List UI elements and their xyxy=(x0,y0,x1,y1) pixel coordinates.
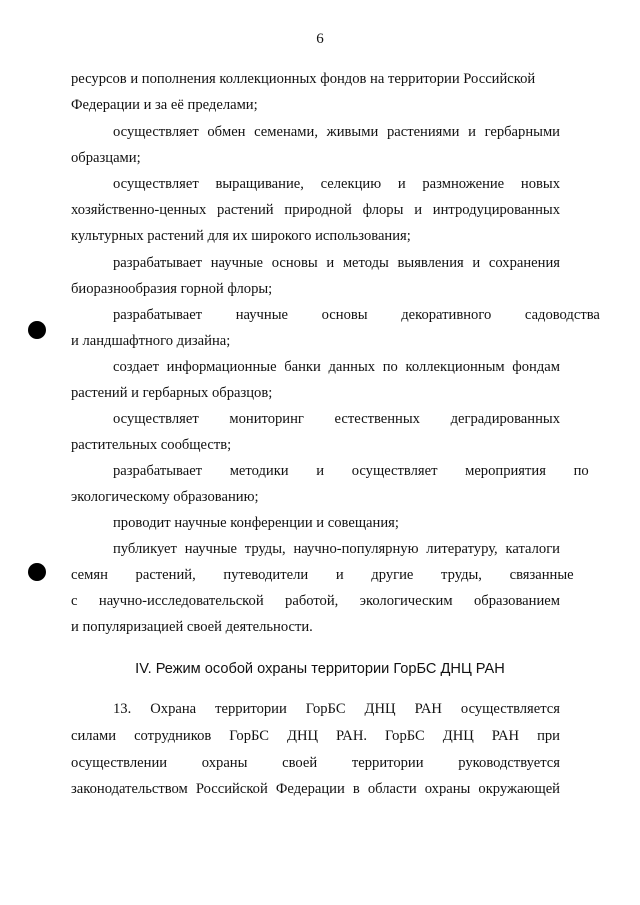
text-line: осуществляет выращивание, селекцию и размножение новых xyxy=(113,176,560,192)
punch-hole-top xyxy=(28,321,46,339)
text-line: разрабатывает научные основы и методы выявления и сохранения xyxy=(113,255,560,271)
text-line: 13. Охрана территории ГорБС ДНЦ РАН осуществляется xyxy=(113,701,560,717)
text-line: растений и гербарных образцов; xyxy=(71,385,273,401)
text-line: семян растений, путеводители и другие труды, связанные xyxy=(71,567,574,583)
text-line: и популяризацией своей деятельности. xyxy=(71,619,313,635)
text-line: экологическому образованию; xyxy=(71,489,259,505)
text-line: с научно-исследовательской работой, экологическим образованием xyxy=(71,593,560,609)
text-line: разрабатывает научные основы декоративного садоводства xyxy=(113,307,600,323)
text-line: осуществляет обмен семенами, живыми растениями и гербарными xyxy=(113,124,560,140)
text-line: осуществляет мониторинг естественных деградированных xyxy=(113,411,560,427)
text-line: и ландшафтного дизайна; xyxy=(71,333,231,349)
text-line: хозяйственно-ценных растений природной флоры и интродуцированных xyxy=(71,202,560,218)
section-heading: IV. Режим особой охраны территории ГорБС ДНЦ РАН xyxy=(135,661,505,677)
text-line: культурных растений для их широкого использования; xyxy=(71,228,411,244)
text-line: силами сотрудников ГорБС ДНЦ РАН. ГорБС ДНЦ РАН при xyxy=(71,728,560,744)
page-number: 6 xyxy=(316,31,324,47)
text-line: растительных сообществ; xyxy=(71,437,232,453)
text-line: биоразнообразия горной флоры; xyxy=(71,281,273,297)
text-line: разрабатывает методики и осуществляет мероприятия по xyxy=(113,463,589,479)
text-line: законодательством Российской Федерации в области охраны окружающей xyxy=(71,781,560,797)
text-line: ресурсов и пополнения коллекционных фондов на территории Российской xyxy=(71,71,536,87)
text-line: создает информационные банки данных по коллекционным фондам xyxy=(113,359,560,375)
punch-hole-bottom xyxy=(28,563,46,581)
text-line: осуществлении охраны своей территории руководствуется xyxy=(71,755,560,771)
text-line: проводит научные конференции и совещания; xyxy=(113,515,399,531)
text-line: Федерации и за её пределами; xyxy=(71,97,258,113)
text-line: образцами; xyxy=(71,150,141,166)
text-line: публикует научные труды, научно-популярную литературу, каталоги xyxy=(113,541,560,557)
